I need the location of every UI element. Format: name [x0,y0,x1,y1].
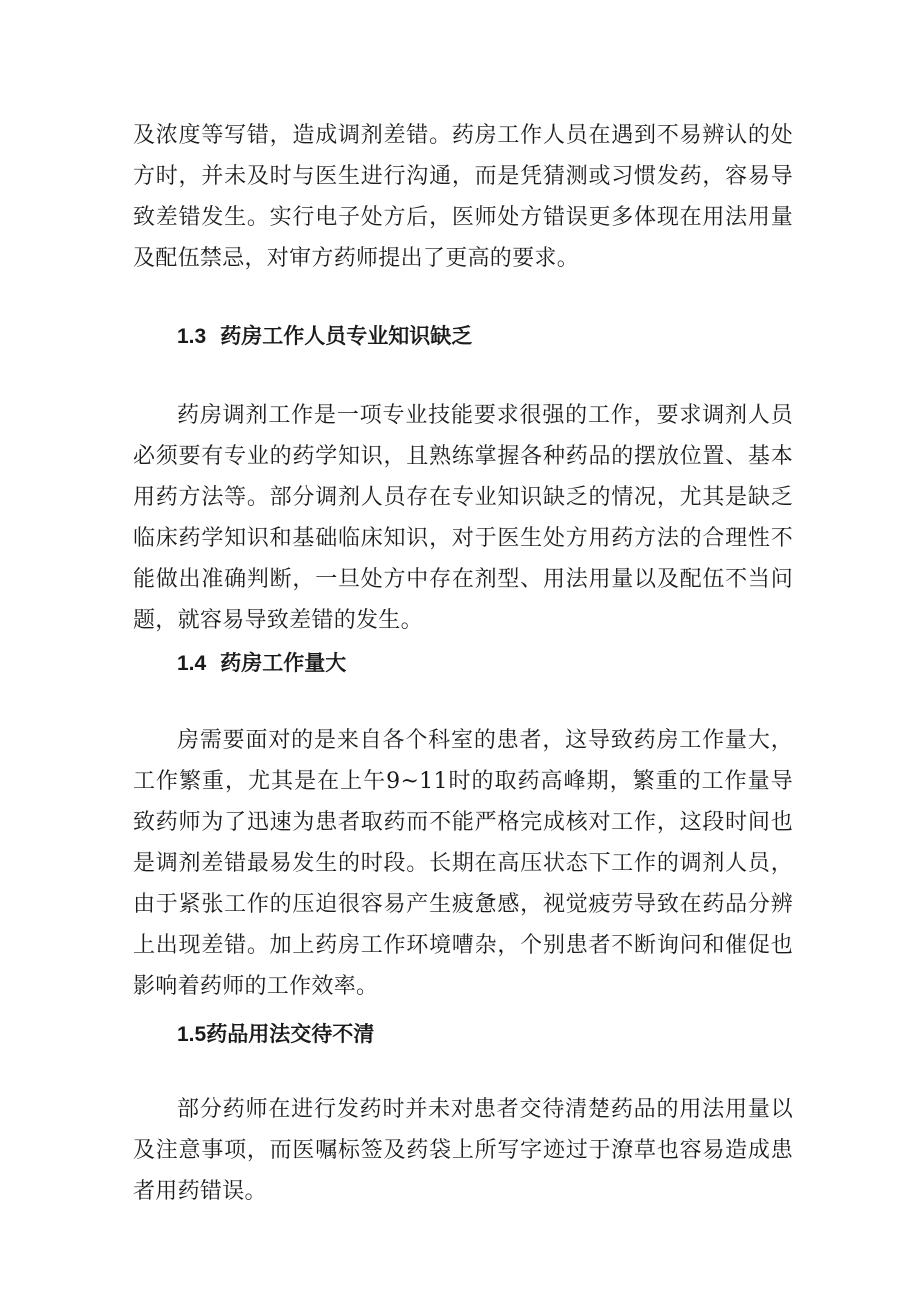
section-number: 1.4 [177,652,207,675]
section-heading-1-5 [177,1019,374,1050]
section-number: 1.3 [177,325,207,348]
section-heading-1-3 [177,321,472,352]
section-heading-1-4 [177,648,346,679]
paragraph-unclear-instructions: 部分药师在进行发药时并未对患者交待清楚药品的用法用量以及注意事项，而医嘱标签及药袋上所写字迹过于潦草也容易造成患者用药错误。 [133,1097,793,1204]
section-number: 1.5 [177,1023,207,1046]
section-title: 药房工作人员专业知识缺乏 [220,324,473,348]
paragraph-lack-of-knowledge: 药房调剂工作是一项专业技能要求很强的工作，要求调剂人员必须要有专业的药学知识，且熟练掌握各种药品的摆放位置、基本用药方法等。部分调剂人员存在专业知识缺乏的情况，尤其是缺乏临床药学知识和基础临床知识，对于医生处方用药方法的合理性不能做出准确判断，一旦处方中存在剂型、用法用量以及配伍不当问题，就容易导致差错的发生。 [133,403,793,633]
paragraph-heavy-workload: 房需要面对的是来自各个科室的患者，这导致药房工作量大，工作繁重，尤其是在上午9~11时的取药高峰期，繁重的工作量导致药师为了迅速为患者取药而不能严格完成核对工作，这段时间也是调剂差错最易发生的时段。长期在高压状态下工作的调剂人员，由于紧张工作的压迫很容易产生疲惫感，视觉疲劳导致在药品分辨上出现差错。加上药房工作环境嘈杂，个别患者不断询问和催促也影响着药师的工作效率。 [133,728,793,999]
section-title: 药品用法交待不清 [206,1022,375,1046]
paragraph-prescription-errors: 及浓度等写错，造成调剂差错。药房工作人员在遇到不易辨认的处方时，并未及时与医生进行沟通，而是凭猜测或习惯发药，容易导致差错发生。实行电子处方后，医师处方错误更多体现在用法用量及配伍禁忌，对审方药师提出了更高的要求。 [133,123,793,271]
section-title: 药房工作量大 [220,651,347,675]
